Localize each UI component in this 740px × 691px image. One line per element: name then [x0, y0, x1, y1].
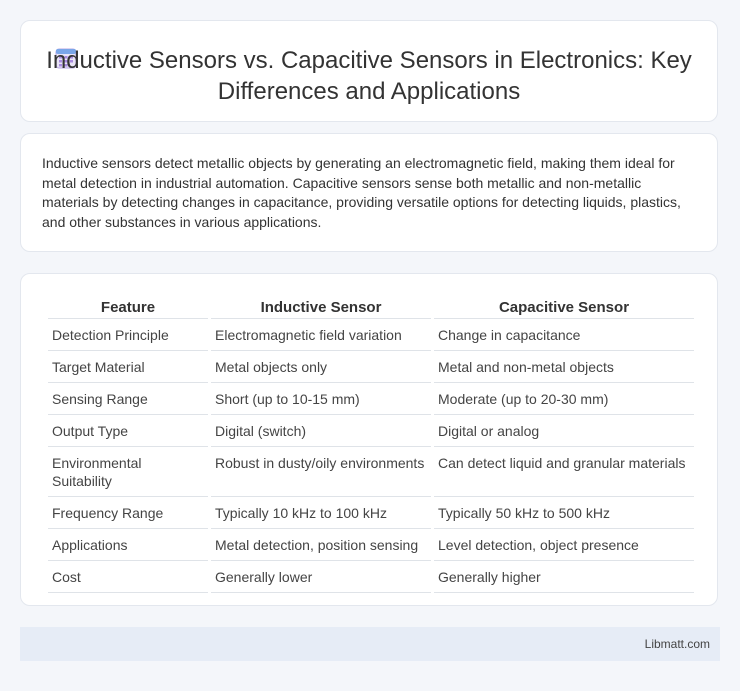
column-header-capacitive: Capacitive Sensor: [434, 298, 694, 319]
intro-text: Inductive sensors detect metallic objects by generating an electromagnetic field, making them ideal for metal detection in industrial automation. Capacitive sensors sense both metallic and non-metallic materials by detecting changes in capacitance, providing versatile options for detecting liquids, plastics, and other substances in various applications.: [42, 155, 681, 230]
column-header-feature: Feature: [48, 298, 208, 319]
table-cell: Sensing Range: [48, 383, 208, 415]
comparison-table: [45, 298, 697, 593]
table-cell: Cost: [48, 561, 208, 593]
table-cell: Typically 50 kHz to 500 kHz: [434, 497, 694, 529]
header-card: [20, 20, 718, 122]
table-row: [48, 415, 694, 447]
table-cell: Applications: [48, 529, 208, 561]
page-title: Inductive Sensors vs. Capacitive Sensors in Electronics: Key Differences and Applications: [46, 47, 692, 105]
table-cell: Robust in dusty/oily environments: [211, 447, 431, 497]
table-cell: Generally lower: [211, 561, 431, 593]
table-row: [48, 319, 694, 351]
table-row: [48, 497, 694, 529]
table-cell: Target Material: [48, 351, 208, 383]
table-cell: Change in capacitance: [434, 319, 694, 351]
table-row: [48, 561, 694, 593]
table-cell: Metal detection, position sensing: [211, 529, 431, 561]
table-row: [48, 351, 694, 383]
table-cell: Digital (switch): [211, 415, 431, 447]
table-cell: Digital or analog: [434, 415, 694, 447]
table-row: [48, 447, 694, 497]
column-header-inductive: Inductive Sensor: [211, 298, 431, 319]
table-cell: Frequency Range: [48, 497, 208, 529]
table-cell: Metal and non-metal objects: [434, 351, 694, 383]
table-cell: Generally higher: [434, 561, 694, 593]
footer-bar: [20, 627, 720, 661]
comparison-card: [20, 273, 718, 606]
table-row: [48, 529, 694, 561]
intro-card: [20, 133, 718, 252]
table-cell: Short (up to 10-15 mm): [211, 383, 431, 415]
table-cell: Environmental Suitability: [48, 447, 208, 497]
table-cell: Electromagnetic field variation: [211, 319, 431, 351]
table-cell: Typically 10 kHz to 100 kHz: [211, 497, 431, 529]
table-row: [48, 383, 694, 415]
table-cell: Output Type: [48, 415, 208, 447]
table-cell: Can detect liquid and granular materials: [434, 447, 694, 497]
table-header-row: [48, 298, 694, 319]
footer-brand-link[interactable]: Libmatt.com: [644, 637, 710, 651]
table-cell: Detection Principle: [48, 319, 208, 351]
table-cell: Level detection, object presence: [434, 529, 694, 561]
table-cell: Moderate (up to 20-30 mm): [434, 383, 694, 415]
table-cell: Metal objects only: [211, 351, 431, 383]
